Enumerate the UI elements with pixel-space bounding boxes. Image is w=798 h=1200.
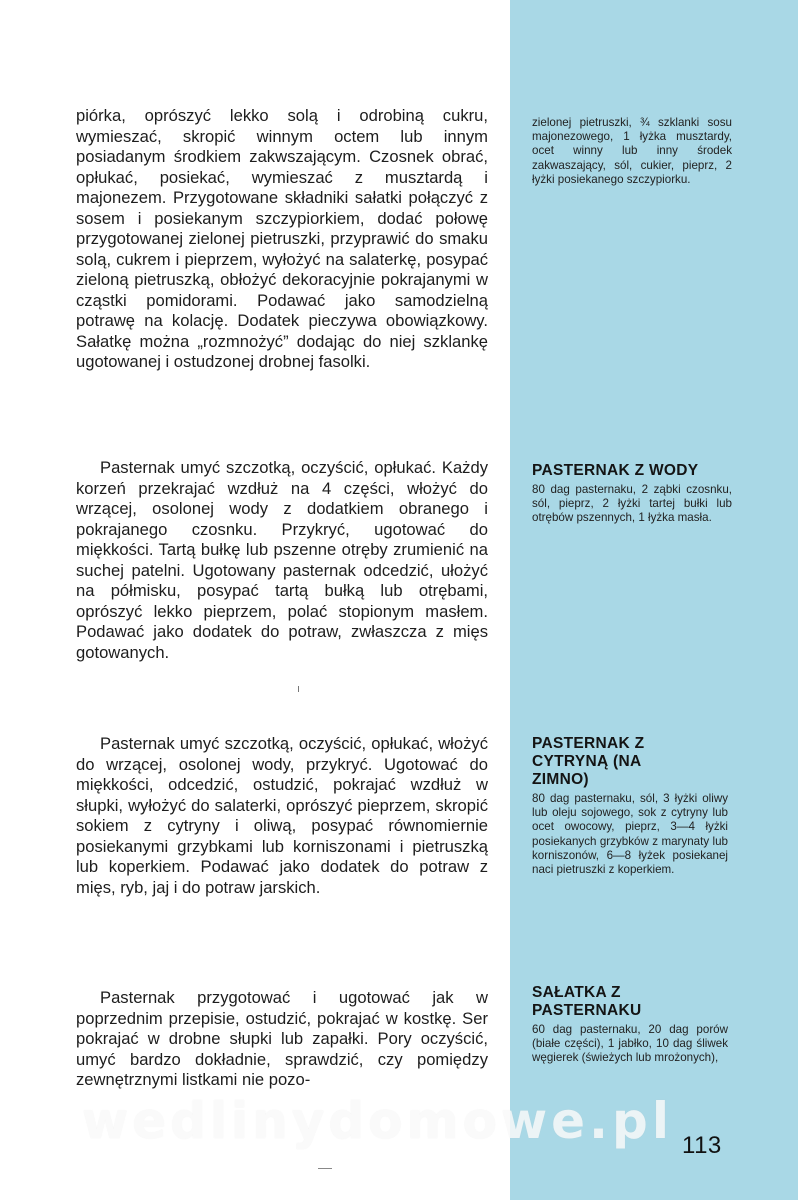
- recipe-paragraph: Pasternak umyć szczotką, oczyścić, opłukać, włożyć do wrzącej, osolonej wody, przykryć. Ugotować do miękkości, odcedzić, ostudzić, pokrajać wzdłuż w słupki, wyłożyć do salaterki, oprószyć pieprzem, skropić sokiem z cytryny i oliwą, posypać równomiernie posiekanymi grzybkami lub korniszonami i pietruszką lub koperkiem. Podawać jako dodatek do potraw z mięs, ryb, jaj i do potraw jarskich.: [76, 734, 488, 897]
- recipe-paragraph: Pasternak przygotować i ugotować jak w poprzednim przepisie, ostudzić, pokrajać w kostkę. Ser pokrajać w drobne słupki lub zapałki. Pory oczyścić, umyć bardzo dokładnie, sprawdzić, czy pomiędzy zewnętrznymi listkami nie pozo-: [76, 988, 488, 1089]
- ingredients-list: 60 dag pasternaku, 20 dag porów (białe części), 1 jabłko, 10 dag śliwek węgierek (świeżych lub mrożonych),: [532, 1023, 728, 1065]
- recipe-title: SAŁATKA Z PASTERNAKU: [532, 984, 642, 1019]
- ingredients-list: zielonej pietruszki, ¾ szklanki sosu majonezowego, 1 łyżka musztardy, ocet winny lub inny środek zakwaszający, sól, cukier, pieprz, 2 łyżki posiekanego szczypiorku.: [532, 116, 732, 186]
- recipe-text-pasternak-z-wody: [76, 458, 488, 663]
- recipe-title: PASTERNAK Z CYTRYNĄ (NA ZIMNO): [532, 735, 645, 788]
- watermark-text: wedlinydomowe.pl: [82, 1092, 673, 1150]
- recipe-paragraph: Pasternak umyć szczotką, oczyścić, opłukać. Każdy korzeń przekrajać wzdłuż na 4 części, włożyć do wrzącej, osolonej wody z dodatkiem obranego i pokrajanego czosnku. Przykryć, ugotować do miękkości. Tartą bułkę lub pszenne otręby zrumienić na suchej patelni. Ugotowany pasternak odcedzić, ułożyć na półmisku, posypać tartą bułką lub otrębami, oprószyć lekko pieprzem, polać stopionym masłem. Podawać jako dodatek do potraw, zwłaszcza z mięs gotowanych.: [76, 458, 488, 662]
- print-mark: [298, 686, 299, 692]
- recipe-text-pasternak-z-cytryna: [76, 734, 488, 898]
- recipe-sidebar-salatka-z-pasternaku: [532, 984, 728, 1066]
- page-number: 113: [682, 1132, 722, 1159]
- recipe-text-salatka-z-pasternaku: [76, 988, 488, 1091]
- recipe-paragraph: piórka, oprószyć lekko solą i odrobiną cukru, wymieszać, skropić winnym octem lub innym posiadanym środkiem zakwszającym. Czosnek obrać, opłukać, posiekać, wymieszać z musztardą i majonezem. Przygotowane składniki sałatki połączyć z sosem i posiekanym szczypiorkiem, dodać połowę przygotowanej zielonej pietruszki, przyprawić do smaku solą, cukrem i pieprzem, wyłożyć na salaterkę, posypać zieloną pietruszką, obłożyć dekoracyjnie pokrajanymi w cząstki pomidorami. Podawać jako samodzielną potrawę na kolację. Dodatek pieczywa obowiązkowy. Sałatkę można „rozmnożyć” dodając do niej szklankę ugotowanej i ostudzonej drobnej fasolki.: [76, 106, 488, 371]
- ingredients-list: 80 dag pasternaku, 2 ząbki czosnku, sól, pieprz, 2 łyżki tartej bułki lub otrębów pszennych, 1 łyżka masła.: [532, 483, 732, 525]
- print-dash: [318, 1168, 332, 1169]
- recipe-sidebar-pasternak-z-cytryna: [532, 735, 728, 877]
- recipe-sidebar-pasternak-z-wody: [532, 462, 732, 526]
- ingredients-continued: [532, 116, 732, 187]
- recipe-title: PASTERNAK Z WODY: [532, 462, 699, 479]
- ingredients-list: 80 dag pasternaku, sól, 3 łyżki oliwy lub oleju sojowego, sok z cytryny lub ocet owocowy, pieprz, 3—4 łyżki posiekanych grzybków z marynaty lub korniszonów, 6—8 łyżek posiekanej naci pietruszki z koperkiem.: [532, 792, 728, 877]
- recipe-text-continued: [76, 106, 488, 373]
